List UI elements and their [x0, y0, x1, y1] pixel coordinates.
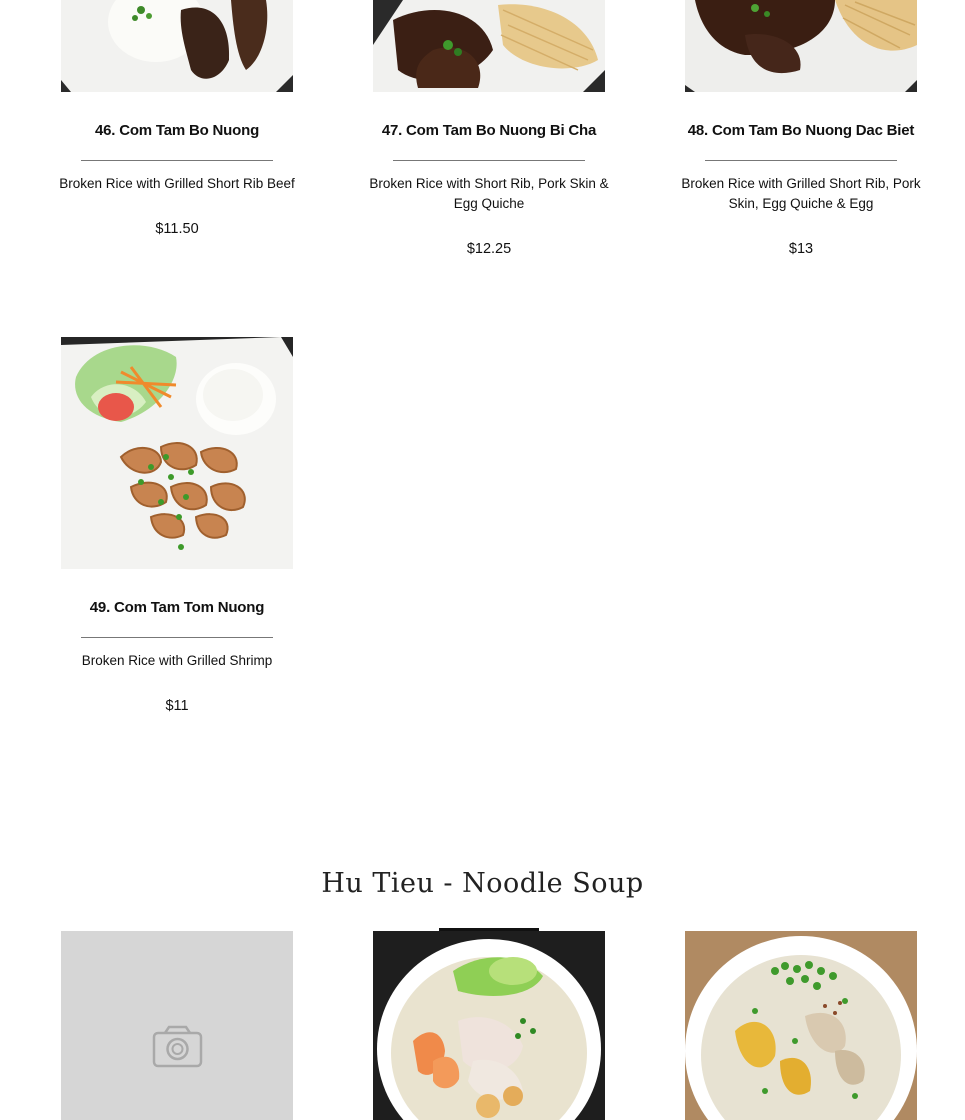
item-photo-47[interactable] [373, 0, 605, 92]
item-photo-noodle-soup-chicken[interactable] [685, 931, 917, 1120]
item-photo-noodle-soup-seafood[interactable] [373, 931, 605, 1120]
item-photo-placeholder[interactable] [61, 931, 293, 1120]
item-title: 48. Com Tam Bo Nuong Dac Biet [687, 122, 915, 139]
item-title: 49. Com Tam Tom Nuong [89, 599, 265, 616]
item-description: Broken Rice with Grilled Short Rib Beef [59, 176, 295, 191]
camera-icon [61, 931, 293, 1120]
item-price: $13 [788, 241, 814, 257]
item-price: $11.50 [155, 221, 199, 237]
item-divider [705, 160, 897, 161]
item-description: Broken Rice with Short Rib, Pork Skin & Egg Quiche [369, 176, 609, 211]
item-divider [393, 160, 585, 161]
item-divider [81, 637, 273, 638]
item-price: $11 [165, 698, 189, 714]
item-price: $12.25 [466, 241, 512, 257]
section-title: Hu Tieu - Noodle Soup [321, 868, 644, 899]
item-title: 47. Com Tam Bo Nuong Bi Cha [381, 122, 597, 139]
item-title: 46. Com Tam Bo Nuong [94, 122, 260, 139]
item-description: Broken Rice with Grilled Shrimp [81, 653, 273, 668]
item-description: Broken Rice with Grilled Short Rib, Pork Skin, Egg Quiche & Egg [681, 176, 921, 211]
item-photo-49[interactable] [61, 337, 293, 569]
item-photo-46[interactable] [61, 0, 293, 92]
item-photo-48[interactable] [685, 0, 917, 92]
item-divider [81, 160, 273, 161]
